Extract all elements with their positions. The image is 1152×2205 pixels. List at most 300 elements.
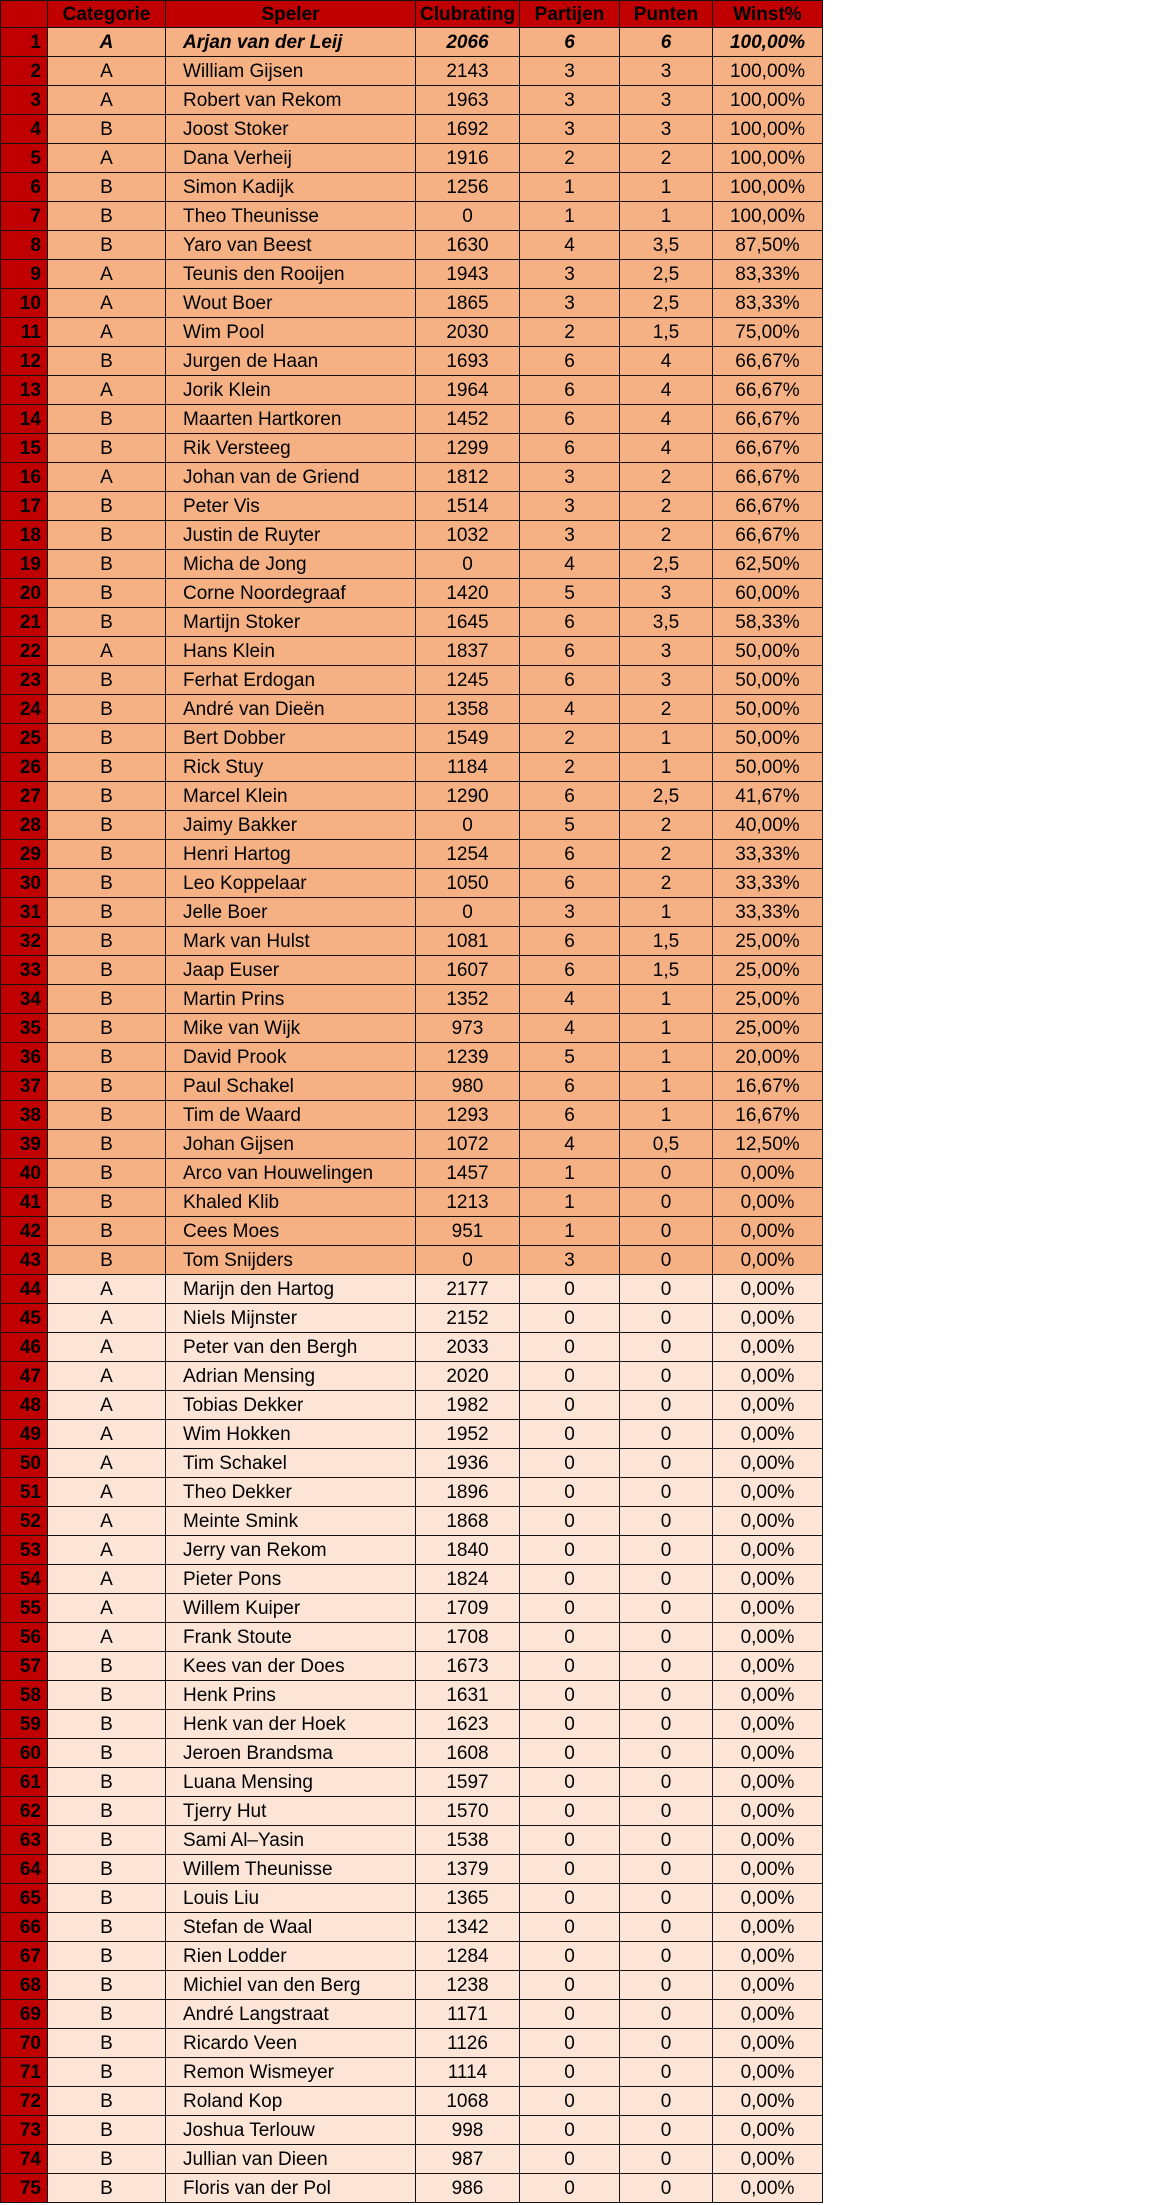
partijen-cell: 1 <box>520 173 620 202</box>
winst-cell: 0,00% <box>713 1855 823 1884</box>
punten-cell: 0 <box>620 1913 713 1942</box>
clubrating-cell: 1963 <box>416 86 520 115</box>
clubrating-cell: 1171 <box>416 2000 520 2029</box>
clubrating-cell: 1812 <box>416 463 520 492</box>
partijen-cell: 6 <box>520 666 620 695</box>
categorie-cell: B <box>48 2174 166 2203</box>
categorie-cell: B <box>48 1652 166 1681</box>
rank-cell: 11 <box>1 318 48 347</box>
speler-cell: Teunis den Rooijen <box>166 260 416 289</box>
winst-cell: 66,67% <box>713 347 823 376</box>
clubrating-cell: 2033 <box>416 1333 520 1362</box>
speler-cell: Remon Wismeyer <box>166 2058 416 2087</box>
table-row <box>1 724 823 753</box>
winst-cell: 0,00% <box>713 1623 823 1652</box>
table-row <box>1 1797 823 1826</box>
table-row <box>1 2145 823 2174</box>
categorie-cell: B <box>48 1768 166 1797</box>
winst-cell: 0,00% <box>713 1304 823 1333</box>
punten-cell: 1 <box>620 753 713 782</box>
rank-cell: 66 <box>1 1913 48 1942</box>
table-row <box>1 144 823 173</box>
rank-cell: 8 <box>1 231 48 260</box>
rank-cell: 70 <box>1 2029 48 2058</box>
table-row <box>1 637 823 666</box>
partijen-cell: 0 <box>520 1304 620 1333</box>
table-row <box>1 1391 823 1420</box>
speler-cell: Tjerry Hut <box>166 1797 416 1826</box>
clubrating-cell: 1256 <box>416 173 520 202</box>
partijen-cell: 4 <box>520 550 620 579</box>
punten-cell: 3 <box>620 57 713 86</box>
rank-cell: 53 <box>1 1536 48 1565</box>
punten-cell: 1,5 <box>620 318 713 347</box>
winst-cell: 20,00% <box>713 1043 823 1072</box>
rank-cell: 16 <box>1 463 48 492</box>
speler-cell: Mike van Wijk <box>166 1014 416 1043</box>
partijen-cell: 3 <box>520 1246 620 1275</box>
speler-cell: Jerry van Rekom <box>166 1536 416 1565</box>
punten-cell: 0 <box>620 1884 713 1913</box>
partijen-cell: 0 <box>520 2145 620 2174</box>
speler-cell: Meinte Smink <box>166 1507 416 1536</box>
table-row <box>1 1681 823 1710</box>
rank-cell: 58 <box>1 1681 48 1710</box>
rank-cell: 47 <box>1 1362 48 1391</box>
winst-cell: 50,00% <box>713 724 823 753</box>
partijen-cell: 0 <box>520 2087 620 2116</box>
categorie-cell: B <box>48 492 166 521</box>
clubrating-cell: 951 <box>416 1217 520 1246</box>
table-row <box>1 1420 823 1449</box>
winst-cell: 33,33% <box>713 869 823 898</box>
clubrating-cell: 1213 <box>416 1188 520 1217</box>
speler-cell: Marcel Klein <box>166 782 416 811</box>
clubrating-cell: 1293 <box>416 1101 520 1130</box>
partijen-cell: 6 <box>520 1101 620 1130</box>
categorie-cell: B <box>48 1884 166 1913</box>
header-rank <box>1 1 48 28</box>
partijen-cell: 1 <box>520 1159 620 1188</box>
clubrating-cell: 1837 <box>416 637 520 666</box>
partijen-cell: 0 <box>520 1507 620 1536</box>
table-row <box>1 1043 823 1072</box>
categorie-cell: B <box>48 405 166 434</box>
clubrating-cell: 1290 <box>416 782 520 811</box>
punten-cell: 0 <box>620 1159 713 1188</box>
categorie-cell: A <box>48 376 166 405</box>
speler-cell: Floris van der Pol <box>166 2174 416 2203</box>
table-row <box>1 57 823 86</box>
rank-cell: 19 <box>1 550 48 579</box>
categorie-cell: A <box>48 1507 166 1536</box>
partijen-cell: 0 <box>520 2174 620 2203</box>
table-row <box>1 2029 823 2058</box>
partijen-cell: 0 <box>520 1536 620 1565</box>
speler-cell: Robert van Rekom <box>166 86 416 115</box>
punten-cell: 6 <box>620 28 713 57</box>
speler-cell: Jorik Klein <box>166 376 416 405</box>
clubrating-cell: 1549 <box>416 724 520 753</box>
winst-cell: 66,67% <box>713 521 823 550</box>
table-row <box>1 1594 823 1623</box>
rank-cell: 52 <box>1 1507 48 1536</box>
speler-cell: Jeroen Brandsma <box>166 1739 416 1768</box>
speler-cell: Kees van der Does <box>166 1652 416 1681</box>
winst-cell: 0,00% <box>713 1449 823 1478</box>
partijen-cell: 0 <box>520 1826 620 1855</box>
rank-cell: 39 <box>1 1130 48 1159</box>
winst-cell: 0,00% <box>713 1652 823 1681</box>
winst-cell: 75,00% <box>713 318 823 347</box>
categorie-cell: B <box>48 1855 166 1884</box>
table-row <box>1 2000 823 2029</box>
table-row <box>1 231 823 260</box>
speler-cell: Dana Verheij <box>166 144 416 173</box>
rank-cell: 7 <box>1 202 48 231</box>
table-row <box>1 1449 823 1478</box>
partijen-cell: 2 <box>520 753 620 782</box>
winst-cell: 0,00% <box>713 1507 823 1536</box>
rank-cell: 31 <box>1 898 48 927</box>
clubrating-cell: 2177 <box>416 1275 520 1304</box>
punten-cell: 4 <box>620 347 713 376</box>
rank-cell: 42 <box>1 1217 48 1246</box>
clubrating-cell: 1342 <box>416 1913 520 1942</box>
categorie-cell: B <box>48 2145 166 2174</box>
punten-cell: 2 <box>620 463 713 492</box>
partijen-cell: 4 <box>520 231 620 260</box>
punten-cell: 0 <box>620 1826 713 1855</box>
winst-cell: 60,00% <box>713 579 823 608</box>
clubrating-cell: 1352 <box>416 985 520 1014</box>
categorie-cell: B <box>48 115 166 144</box>
categorie-cell: B <box>48 956 166 985</box>
categorie-cell: B <box>48 1246 166 1275</box>
categorie-cell: B <box>48 1188 166 1217</box>
punten-cell: 0 <box>620 1971 713 2000</box>
table-row <box>1 347 823 376</box>
speler-cell: Arco van Houwelingen <box>166 1159 416 1188</box>
winst-cell: 16,67% <box>713 1101 823 1130</box>
categorie-cell: B <box>48 1217 166 1246</box>
categorie-cell: B <box>48 1971 166 2000</box>
categorie-cell: B <box>48 1942 166 1971</box>
table-row <box>1 115 823 144</box>
punten-cell: 1 <box>620 724 713 753</box>
table-row <box>1 782 823 811</box>
clubrating-cell: 1868 <box>416 1507 520 1536</box>
rank-cell: 41 <box>1 1188 48 1217</box>
categorie-cell: A <box>48 1275 166 1304</box>
partijen-cell: 0 <box>520 1362 620 1391</box>
partijen-cell: 0 <box>520 2116 620 2145</box>
clubrating-cell: 1420 <box>416 579 520 608</box>
clubrating-cell: 1126 <box>416 2029 520 2058</box>
rank-cell: 75 <box>1 2174 48 2203</box>
speler-cell: Theo Theunisse <box>166 202 416 231</box>
categorie-cell: A <box>48 1304 166 1333</box>
table-row <box>1 1478 823 1507</box>
partijen-cell: 1 <box>520 202 620 231</box>
winst-cell: 0,00% <box>713 1333 823 1362</box>
clubrating-cell: 1114 <box>416 2058 520 2087</box>
winst-cell: 50,00% <box>713 753 823 782</box>
partijen-cell: 3 <box>520 57 620 86</box>
winst-cell: 0,00% <box>713 1565 823 1594</box>
speler-cell: Rick Stuy <box>166 753 416 782</box>
table-row <box>1 289 823 318</box>
winst-cell: 25,00% <box>713 956 823 985</box>
clubrating-cell: 1538 <box>416 1826 520 1855</box>
punten-cell: 2 <box>620 144 713 173</box>
winst-cell: 100,00% <box>713 57 823 86</box>
categorie-cell: A <box>48 1536 166 1565</box>
clubrating-cell: 1379 <box>416 1855 520 1884</box>
rank-cell: 57 <box>1 1652 48 1681</box>
table-row <box>1 1710 823 1739</box>
clubrating-cell: 1952 <box>416 1420 520 1449</box>
categorie-cell: B <box>48 2116 166 2145</box>
table-row <box>1 376 823 405</box>
speler-cell: Wim Pool <box>166 318 416 347</box>
table-row <box>1 1884 823 1913</box>
clubrating-cell: 1607 <box>416 956 520 985</box>
clubrating-cell: 980 <box>416 1072 520 1101</box>
winst-cell: 58,33% <box>713 608 823 637</box>
winst-cell: 0,00% <box>713 1797 823 1826</box>
winst-cell: 100,00% <box>713 202 823 231</box>
rank-cell: 51 <box>1 1478 48 1507</box>
punten-cell: 0 <box>620 1507 713 1536</box>
punten-cell: 0 <box>620 1855 713 1884</box>
rank-cell: 22 <box>1 637 48 666</box>
speler-cell: Joost Stoker <box>166 115 416 144</box>
table-row <box>1 202 823 231</box>
rank-cell: 60 <box>1 1739 48 1768</box>
speler-cell: Rien Lodder <box>166 1942 416 1971</box>
categorie-cell: A <box>48 1478 166 1507</box>
partijen-cell: 2 <box>520 318 620 347</box>
rank-cell: 30 <box>1 869 48 898</box>
table-row <box>1 1333 823 1362</box>
header-clubrating: Clubrating <box>416 1 520 28</box>
speler-cell: Paul Schakel <box>166 1072 416 1101</box>
clubrating-cell: 1452 <box>416 405 520 434</box>
rank-cell: 20 <box>1 579 48 608</box>
categorie-cell: B <box>48 724 166 753</box>
punten-cell: 0 <box>620 1333 713 1362</box>
categorie-cell: B <box>48 666 166 695</box>
table-row <box>1 2116 823 2145</box>
rank-cell: 62 <box>1 1797 48 1826</box>
header-speler: Speler <box>166 1 416 28</box>
winst-cell: 25,00% <box>713 1014 823 1043</box>
table-row <box>1 1275 823 1304</box>
speler-cell: Mark van Hulst <box>166 927 416 956</box>
winst-cell: 33,33% <box>713 898 823 927</box>
rank-cell: 26 <box>1 753 48 782</box>
categorie-cell: B <box>48 202 166 231</box>
table-row <box>1 1159 823 1188</box>
partijen-cell: 2 <box>520 724 620 753</box>
header-row <box>1 1 823 28</box>
speler-cell: Wout Boer <box>166 289 416 318</box>
partijen-cell: 3 <box>520 260 620 289</box>
winst-cell: 0,00% <box>713 2174 823 2203</box>
punten-cell: 2,5 <box>620 260 713 289</box>
table-row <box>1 28 823 57</box>
partijen-cell: 0 <box>520 1391 620 1420</box>
winst-cell: 50,00% <box>713 695 823 724</box>
winst-cell: 62,50% <box>713 550 823 579</box>
speler-cell: Wim Hokken <box>166 1420 416 1449</box>
partijen-cell: 0 <box>520 1913 620 1942</box>
punten-cell: 2 <box>620 492 713 521</box>
winst-cell: 0,00% <box>713 1478 823 1507</box>
table-row <box>1 550 823 579</box>
clubrating-cell: 998 <box>416 2116 520 2145</box>
winst-cell: 83,33% <box>713 260 823 289</box>
speler-cell: Tobias Dekker <box>166 1391 416 1420</box>
speler-cell: Marijn den Hartog <box>166 1275 416 1304</box>
table-row <box>1 1623 823 1652</box>
partijen-cell: 0 <box>520 1884 620 1913</box>
winst-cell: 100,00% <box>713 115 823 144</box>
punten-cell: 0 <box>620 1652 713 1681</box>
clubrating-cell: 1631 <box>416 1681 520 1710</box>
categorie-cell: B <box>48 1101 166 1130</box>
categorie-cell: A <box>48 1449 166 1478</box>
speler-cell: Johan Gijsen <box>166 1130 416 1159</box>
punten-cell: 3,5 <box>620 231 713 260</box>
table-row <box>1 1188 823 1217</box>
speler-cell: Yaro van Beest <box>166 231 416 260</box>
table-row <box>1 2174 823 2203</box>
speler-cell: Michiel van den Berg <box>166 1971 416 2000</box>
clubrating-cell: 1570 <box>416 1797 520 1826</box>
categorie-cell: B <box>48 1043 166 1072</box>
partijen-cell: 0 <box>520 2029 620 2058</box>
partijen-cell: 6 <box>520 840 620 869</box>
speler-cell: Joshua Terlouw <box>166 2116 416 2145</box>
partijen-cell: 6 <box>520 347 620 376</box>
rank-cell: 63 <box>1 1826 48 1855</box>
table-row <box>1 260 823 289</box>
rank-cell: 35 <box>1 1014 48 1043</box>
clubrating-cell: 1358 <box>416 695 520 724</box>
punten-cell: 0 <box>620 2174 713 2203</box>
speler-cell: Simon Kadijk <box>166 173 416 202</box>
punten-cell: 0 <box>620 1362 713 1391</box>
punten-cell: 0 <box>620 1710 713 1739</box>
rank-cell: 56 <box>1 1623 48 1652</box>
speler-cell: André Langstraat <box>166 2000 416 2029</box>
winst-cell: 50,00% <box>713 637 823 666</box>
table-row <box>1 1652 823 1681</box>
clubrating-cell: 1896 <box>416 1478 520 1507</box>
rank-cell: 27 <box>1 782 48 811</box>
table-row <box>1 434 823 463</box>
table-row <box>1 1768 823 1797</box>
partijen-cell: 4 <box>520 1130 620 1159</box>
rank-cell: 3 <box>1 86 48 115</box>
speler-cell: Cees Moes <box>166 1217 416 1246</box>
winst-cell: 0,00% <box>713 2087 823 2116</box>
table-row <box>1 1246 823 1275</box>
rank-cell: 2 <box>1 57 48 86</box>
rank-cell: 69 <box>1 2000 48 2029</box>
rank-cell: 71 <box>1 2058 48 2087</box>
clubrating-cell: 1514 <box>416 492 520 521</box>
punten-cell: 0,5 <box>620 1130 713 1159</box>
clubrating-cell: 1238 <box>416 1971 520 2000</box>
clubrating-cell: 1673 <box>416 1652 520 1681</box>
table-row <box>1 579 823 608</box>
categorie-cell: B <box>48 1130 166 1159</box>
speler-cell: Willem Kuiper <box>166 1594 416 1623</box>
table-row <box>1 318 823 347</box>
speler-cell: Ferhat Erdogan <box>166 666 416 695</box>
table-row <box>1 86 823 115</box>
rank-cell: 64 <box>1 1855 48 1884</box>
partijen-cell: 4 <box>520 695 620 724</box>
rank-cell: 15 <box>1 434 48 463</box>
rank-cell: 46 <box>1 1333 48 1362</box>
winst-cell: 0,00% <box>713 1739 823 1768</box>
punten-cell: 2 <box>620 521 713 550</box>
speler-cell: Bert Dobber <box>166 724 416 753</box>
partijen-cell: 0 <box>520 1681 620 1710</box>
categorie-cell: B <box>48 898 166 927</box>
punten-cell: 0 <box>620 1681 713 1710</box>
speler-cell: Tom Snijders <box>166 1246 416 1275</box>
winst-cell: 16,67% <box>713 1072 823 1101</box>
winst-cell: 0,00% <box>713 2116 823 2145</box>
partijen-cell: 4 <box>520 1014 620 1043</box>
clubrating-cell: 1365 <box>416 1884 520 1913</box>
partijen-cell: 6 <box>520 637 620 666</box>
punten-cell: 3 <box>620 666 713 695</box>
categorie-cell: A <box>48 1420 166 1449</box>
categorie-cell: B <box>48 1072 166 1101</box>
speler-cell: Tim de Waard <box>166 1101 416 1130</box>
partijen-cell: 2 <box>520 144 620 173</box>
rank-cell: 73 <box>1 2116 48 2145</box>
categorie-cell: B <box>48 811 166 840</box>
rank-cell: 1 <box>1 28 48 57</box>
partijen-cell: 4 <box>520 985 620 1014</box>
clubrating-cell: 1068 <box>416 2087 520 2116</box>
categorie-cell: B <box>48 695 166 724</box>
winst-cell: 0,00% <box>713 1188 823 1217</box>
winst-cell: 0,00% <box>713 1391 823 1420</box>
speler-cell: Martijn Stoker <box>166 608 416 637</box>
punten-cell: 0 <box>620 1246 713 1275</box>
table-row <box>1 1072 823 1101</box>
punten-cell: 0 <box>620 1536 713 1565</box>
table-row <box>1 695 823 724</box>
categorie-cell: B <box>48 1797 166 1826</box>
table-row <box>1 1130 823 1159</box>
clubrating-cell: 0 <box>416 550 520 579</box>
clubrating-cell: 1457 <box>416 1159 520 1188</box>
winst-cell: 100,00% <box>713 86 823 115</box>
partijen-cell: 0 <box>520 1739 620 1768</box>
categorie-cell: B <box>48 550 166 579</box>
table-row <box>1 463 823 492</box>
speler-cell: Khaled Klib <box>166 1188 416 1217</box>
